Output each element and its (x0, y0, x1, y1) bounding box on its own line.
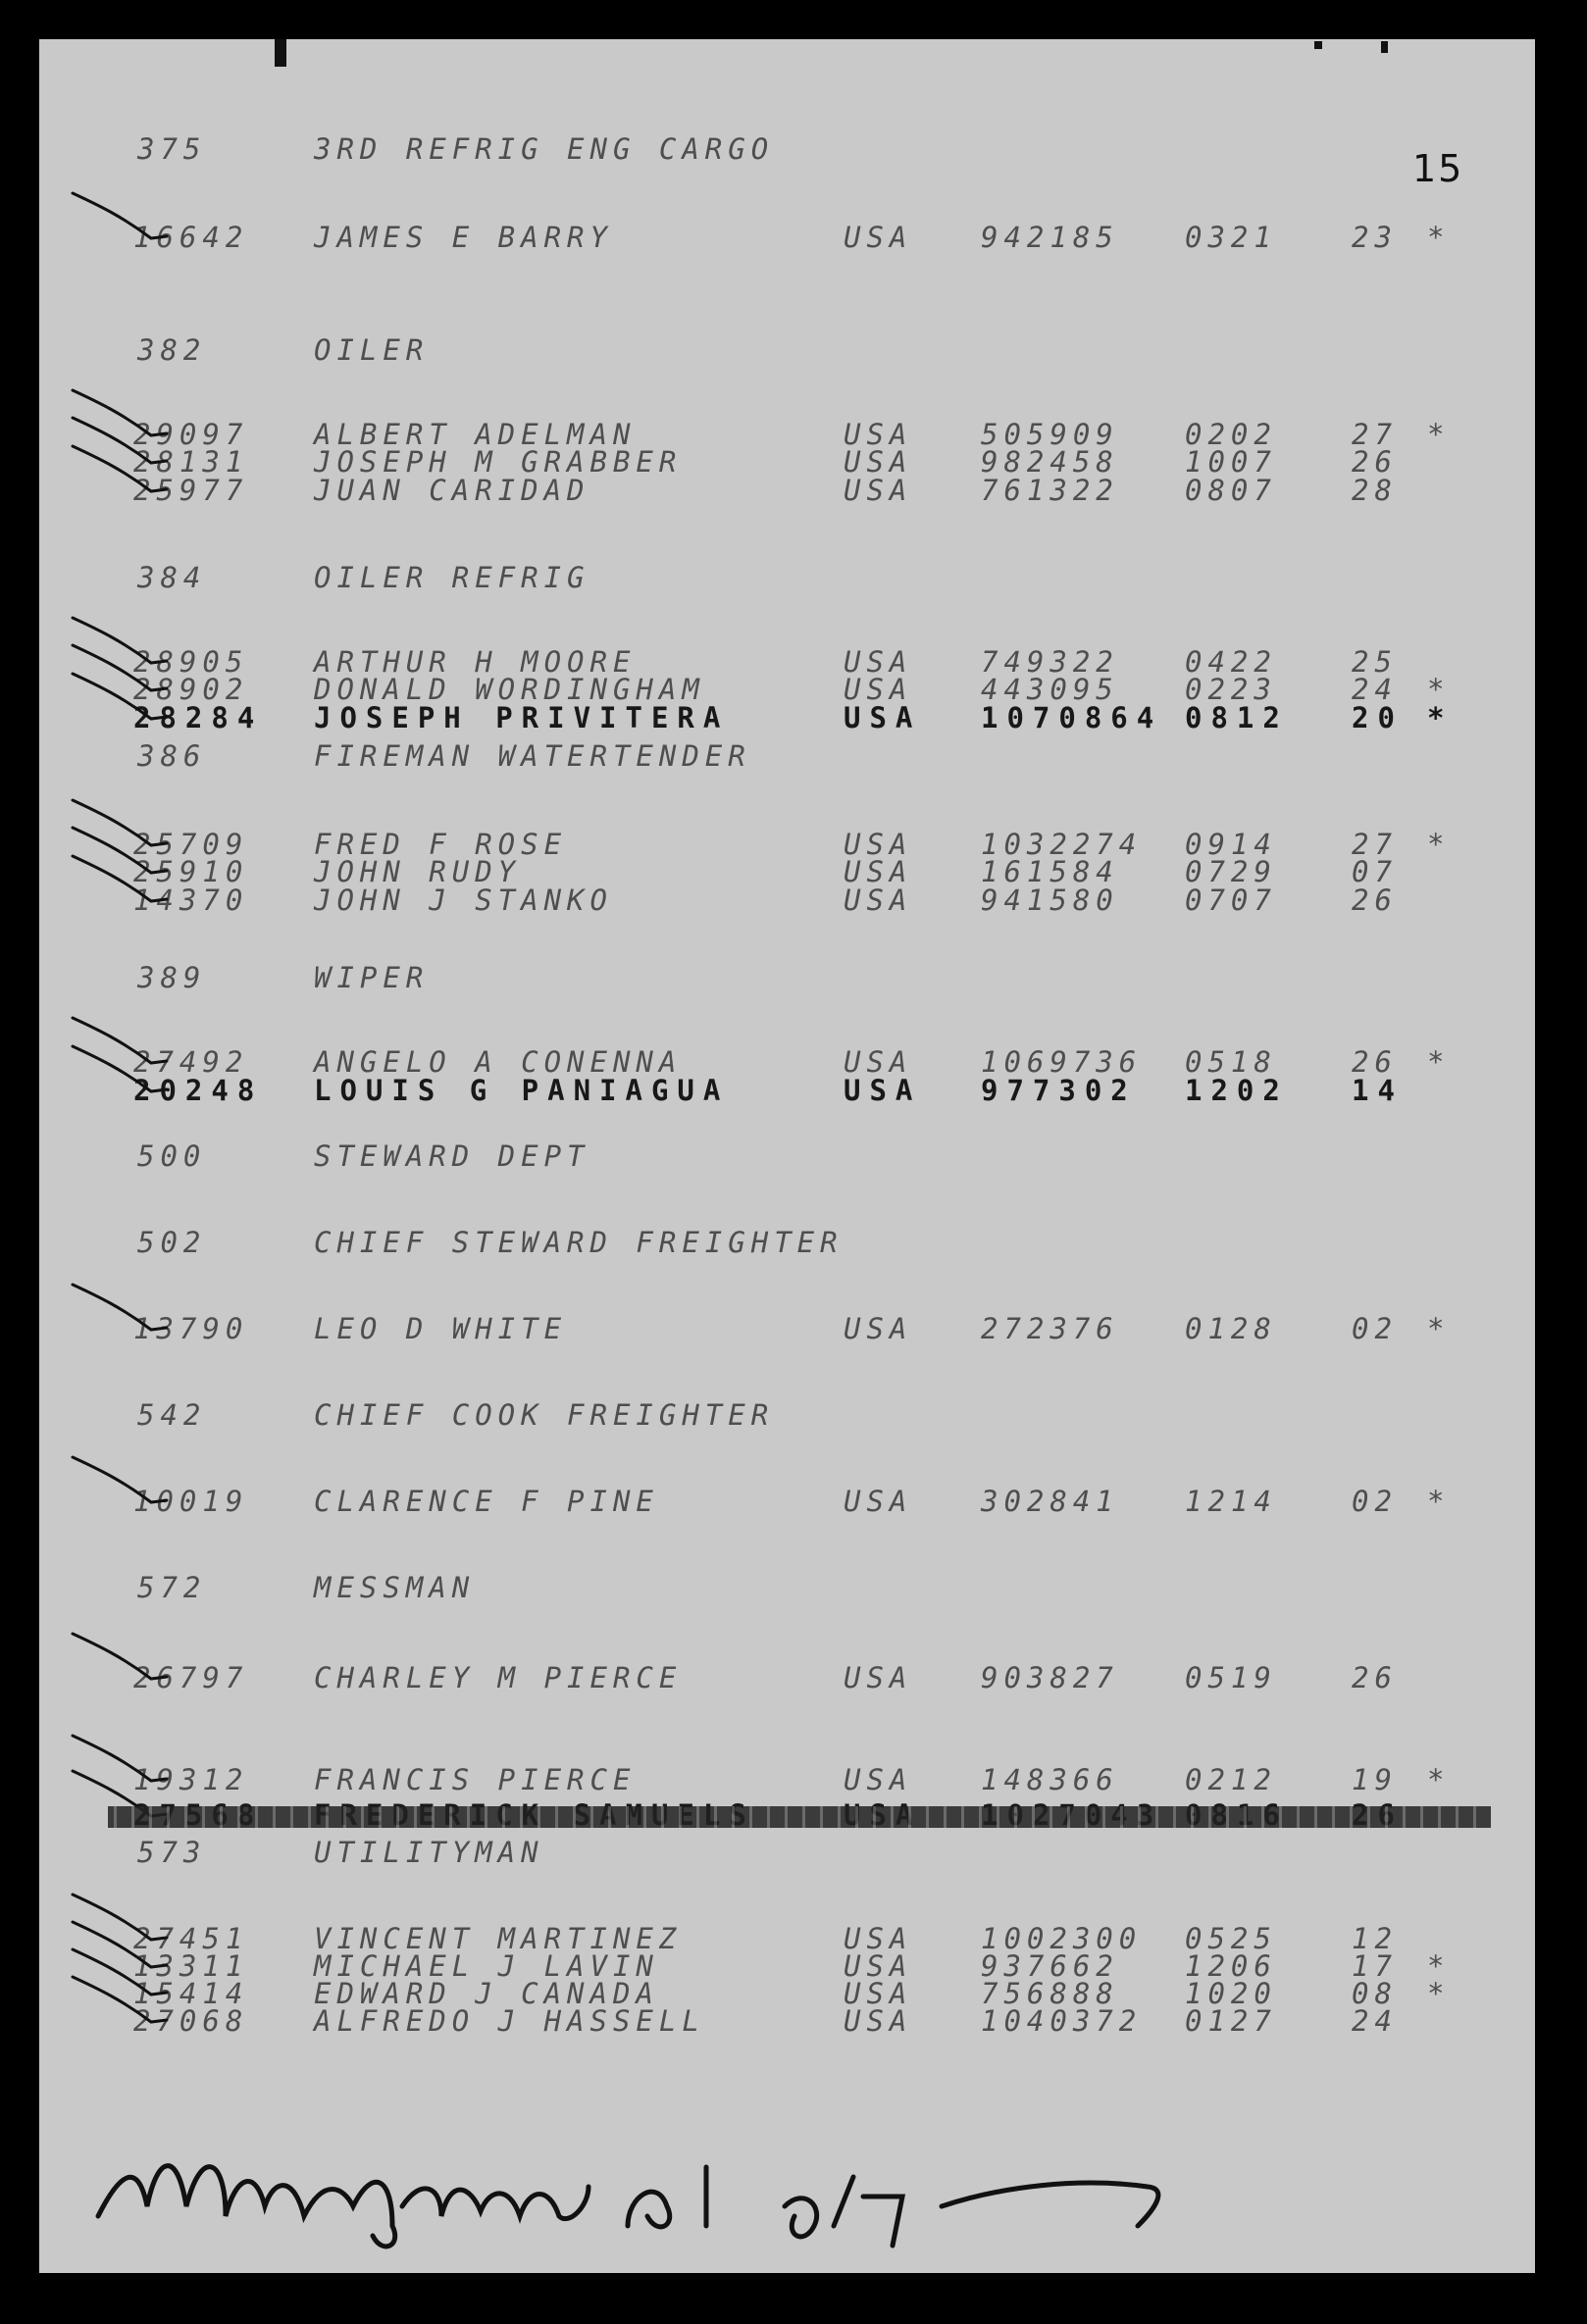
document-id: 505909 (981, 418, 1119, 451)
crew-name: MICHAEL J LAVIN (314, 1949, 659, 1983)
asterisk-mark: * (1427, 828, 1451, 861)
nationality: USA (844, 1922, 913, 1955)
check-mark-icon (69, 1451, 177, 1510)
check-mark-icon (69, 440, 177, 499)
crew-row (39, 884, 1535, 919)
age-code: 27 (1352, 828, 1398, 861)
nationality: USA (844, 645, 913, 679)
age-code: 23 (1352, 221, 1398, 254)
crew-name: JUAN CARIDAD (314, 474, 590, 507)
asterisk-mark: * (1427, 221, 1451, 254)
crew-name: JOSEPH PRIVITERA (314, 701, 730, 734)
date-code: 0212 (1185, 1763, 1277, 1796)
job-title: OILER (314, 333, 430, 367)
nationality: USA (844, 828, 913, 861)
job-code: 572 (137, 1571, 207, 1604)
job-title: STEWARD DEPT (314, 1139, 590, 1173)
nationality: USA (844, 2004, 913, 2038)
check-mark-icon (69, 1971, 177, 2030)
crew-name: LOUIS G PANIAGUA (314, 1074, 730, 1107)
document-id: 941580 (981, 884, 1119, 917)
document-id: 161584 (981, 855, 1119, 888)
crew-row (39, 701, 1535, 736)
job-code: 573 (137, 1836, 207, 1869)
nationality: USA (844, 1312, 913, 1345)
book-number: 13790 (133, 1312, 249, 1345)
asterisk-mark: * (1427, 673, 1451, 706)
book-number: 27451 (133, 1922, 249, 1955)
date-code: 1214 (1185, 1485, 1277, 1518)
date-code: 1202 (1185, 1074, 1289, 1107)
book-number: 25709 (133, 828, 249, 861)
nationality: USA (844, 1977, 913, 2010)
book-number: 16642 (133, 221, 249, 254)
age-code: 25 (1352, 645, 1398, 679)
job-title: CHIEF COOK FREIGHTER (314, 1398, 775, 1432)
date-code: 0812 (1185, 701, 1289, 734)
nationality: USA (844, 221, 913, 254)
document-id: 761322 (981, 474, 1119, 507)
date-code: 0518 (1185, 1045, 1277, 1079)
asterisk-mark: * (1427, 1763, 1451, 1796)
age-code: 28 (1352, 474, 1398, 507)
date-code: 0729 (1185, 855, 1277, 888)
section-header (39, 132, 1535, 168)
crew-name: CLARENCE F PINE (314, 1485, 659, 1518)
document-id: 1040372 (981, 2004, 1143, 2038)
book-number: 28284 (133, 701, 264, 734)
crew-row (39, 2004, 1535, 2040)
nationality: USA (844, 1949, 913, 1983)
crew-name: CHARLEY M PIERCE (314, 1661, 683, 1694)
document-id: 982458 (981, 445, 1119, 479)
handwritten-signature (78, 2118, 1452, 2255)
document-id: 148366 (981, 1763, 1119, 1796)
date-code: 0525 (1185, 1922, 1277, 1955)
job-code: 375 (137, 132, 207, 166)
job-title: FIREMAN WATERTENDER (314, 739, 751, 773)
document-id: 302841 (981, 1485, 1119, 1518)
date-code: 0202 (1185, 418, 1277, 451)
nationality: USA (844, 1661, 913, 1694)
job-title: MESSMAN (314, 1571, 476, 1604)
crew-name: JAMES E BARRY (314, 221, 613, 254)
age-code: 26 (1352, 1661, 1398, 1694)
age-code: 12 (1352, 1922, 1398, 1955)
section-header (39, 1226, 1535, 1261)
crew-name: ARTHUR H MOORE (314, 645, 637, 679)
nationality: USA (844, 1074, 922, 1107)
nationality: USA (844, 855, 913, 888)
crew-name: FRED F ROSE (314, 828, 568, 861)
crew-name: ALFREDO J HASSELL (314, 2004, 705, 2038)
crew-row (39, 221, 1535, 256)
document-id: 749322 (981, 645, 1119, 679)
check-mark-icon (69, 850, 177, 909)
book-number: 25910 (133, 855, 249, 888)
section-header (39, 739, 1535, 775)
scan-speck (275, 39, 286, 67)
asterisk-mark: * (1427, 1977, 1451, 2010)
book-number: 26797 (133, 1661, 249, 1694)
check-mark-icon (69, 668, 177, 727)
age-code: 27 (1352, 418, 1398, 451)
document-id: 937662 (981, 1949, 1119, 1983)
strikeout-line (108, 1806, 1491, 1828)
date-code: 0127 (1185, 2004, 1277, 2038)
asterisk-mark: * (1427, 418, 1451, 451)
job-title: 3RD REFRIG ENG CARGO (314, 132, 775, 166)
book-number: 13311 (133, 1949, 249, 1983)
document-id: 1032274 (981, 828, 1143, 861)
page-number: 15 (1412, 147, 1464, 190)
document-id: 1069736 (981, 1045, 1143, 1079)
crew-name: ANGELO A CONENNA (314, 1045, 683, 1079)
asterisk-mark: * (1427, 1485, 1451, 1518)
asterisk-mark: * (1427, 701, 1454, 734)
book-number: 14370 (133, 884, 249, 917)
section-header (39, 1398, 1535, 1434)
crew-row (39, 1661, 1535, 1696)
date-code: 0707 (1185, 884, 1277, 917)
book-number: 27068 (133, 2004, 249, 2038)
age-code: 26 (1352, 1045, 1398, 1079)
job-code: 542 (137, 1398, 207, 1432)
document-id: 443095 (981, 673, 1119, 706)
crew-name: JOSEPH M GRABBER (314, 445, 683, 479)
age-code: 20 (1352, 701, 1404, 734)
crew-row (39, 1074, 1535, 1109)
document-id: 942185 (981, 221, 1119, 254)
job-code: 500 (137, 1139, 207, 1173)
document-id: 977302 (981, 1074, 1137, 1107)
date-code: 0128 (1185, 1312, 1277, 1345)
check-mark-icon (69, 1279, 177, 1338)
job-code: 389 (137, 961, 207, 994)
section-header (39, 961, 1535, 996)
job-code: 502 (137, 1226, 207, 1259)
job-title: WIPER (314, 961, 430, 994)
age-code: 02 (1352, 1485, 1398, 1518)
job-title: CHIEF STEWARD FREIGHTER (314, 1226, 844, 1259)
nationality: USA (844, 701, 922, 734)
crew-name: FRANCIS PIERCE (314, 1763, 637, 1796)
check-mark-icon (69, 1628, 177, 1687)
book-number: 20248 (133, 1074, 264, 1107)
section-header (39, 333, 1535, 369)
book-number: 27492 (133, 1045, 249, 1079)
date-code: 0807 (1185, 474, 1277, 507)
crew-name: JOHN J STANKO (314, 884, 613, 917)
age-code: 24 (1352, 2004, 1398, 2038)
book-number: 29097 (133, 418, 249, 451)
date-code: 0519 (1185, 1661, 1277, 1694)
crew-row (39, 1485, 1535, 1520)
age-code: 19 (1352, 1763, 1398, 1796)
nationality: USA (844, 474, 913, 507)
book-number: 25977 (133, 474, 249, 507)
document-id: 903827 (981, 1661, 1119, 1694)
date-code: 1206 (1185, 1949, 1277, 1983)
book-number: 28902 (133, 673, 249, 706)
date-code: 0914 (1185, 828, 1277, 861)
document-id: 272376 (981, 1312, 1119, 1345)
section-header (39, 1836, 1535, 1871)
document-id: 1002300 (981, 1922, 1143, 1955)
document-page (39, 39, 1535, 2273)
book-number: 15414 (133, 1977, 249, 2010)
crew-row (39, 1312, 1535, 1347)
nationality: USA (844, 673, 913, 706)
section-header (39, 561, 1535, 596)
age-code: 02 (1352, 1312, 1398, 1345)
scan-speck (1314, 41, 1322, 49)
date-code: 0321 (1185, 221, 1277, 254)
crew-name: JOHN RUDY (314, 855, 522, 888)
age-code: 26 (1352, 884, 1398, 917)
job-code: 382 (137, 333, 207, 367)
nationality: USA (844, 418, 913, 451)
check-mark-icon (69, 1040, 177, 1099)
section-header (39, 1571, 1535, 1606)
nationality: USA (844, 445, 913, 479)
section-header (39, 1139, 1535, 1175)
date-code: 0223 (1185, 673, 1277, 706)
crew-name: LEO D WHITE (314, 1312, 568, 1345)
crew-row (39, 1763, 1535, 1798)
nationality: USA (844, 1485, 913, 1518)
book-number: 28131 (133, 445, 249, 479)
document-id: 756888 (981, 1977, 1119, 2010)
nationality: USA (844, 1763, 913, 1796)
book-number: 10019 (133, 1485, 249, 1518)
job-code: 384 (137, 561, 207, 594)
asterisk-mark: * (1427, 1312, 1451, 1345)
crew-name: EDWARD J CANADA (314, 1977, 659, 2010)
crew-name: ALBERT ADELMAN (314, 418, 637, 451)
document-id: 1070864 (981, 701, 1163, 734)
asterisk-mark: * (1427, 1045, 1451, 1079)
age-code: 17 (1352, 1949, 1398, 1983)
age-code: 07 (1352, 855, 1398, 888)
book-number: 28905 (133, 645, 249, 679)
crew-name: VINCENT MARTINEZ (314, 1922, 683, 1955)
crew-row (39, 474, 1535, 509)
age-code: 08 (1352, 1977, 1398, 2010)
job-title: UTILITYMAN (314, 1836, 544, 1869)
age-code: 24 (1352, 673, 1398, 706)
job-title: OILER REFRIG (314, 561, 590, 594)
age-code: 26 (1352, 445, 1398, 479)
scan-speck (1381, 41, 1388, 53)
asterisk-mark: * (1427, 1949, 1451, 1983)
check-mark-icon (69, 187, 177, 246)
age-code: 14 (1352, 1074, 1404, 1107)
nationality: USA (844, 884, 913, 917)
job-code: 386 (137, 739, 207, 773)
date-code: 0422 (1185, 645, 1277, 679)
nationality: USA (844, 1045, 913, 1079)
date-code: 1007 (1185, 445, 1277, 479)
date-code: 1020 (1185, 1977, 1277, 2010)
crew-name: DONALD WORDINGHAM (314, 673, 705, 706)
book-number: 19312 (133, 1763, 249, 1796)
